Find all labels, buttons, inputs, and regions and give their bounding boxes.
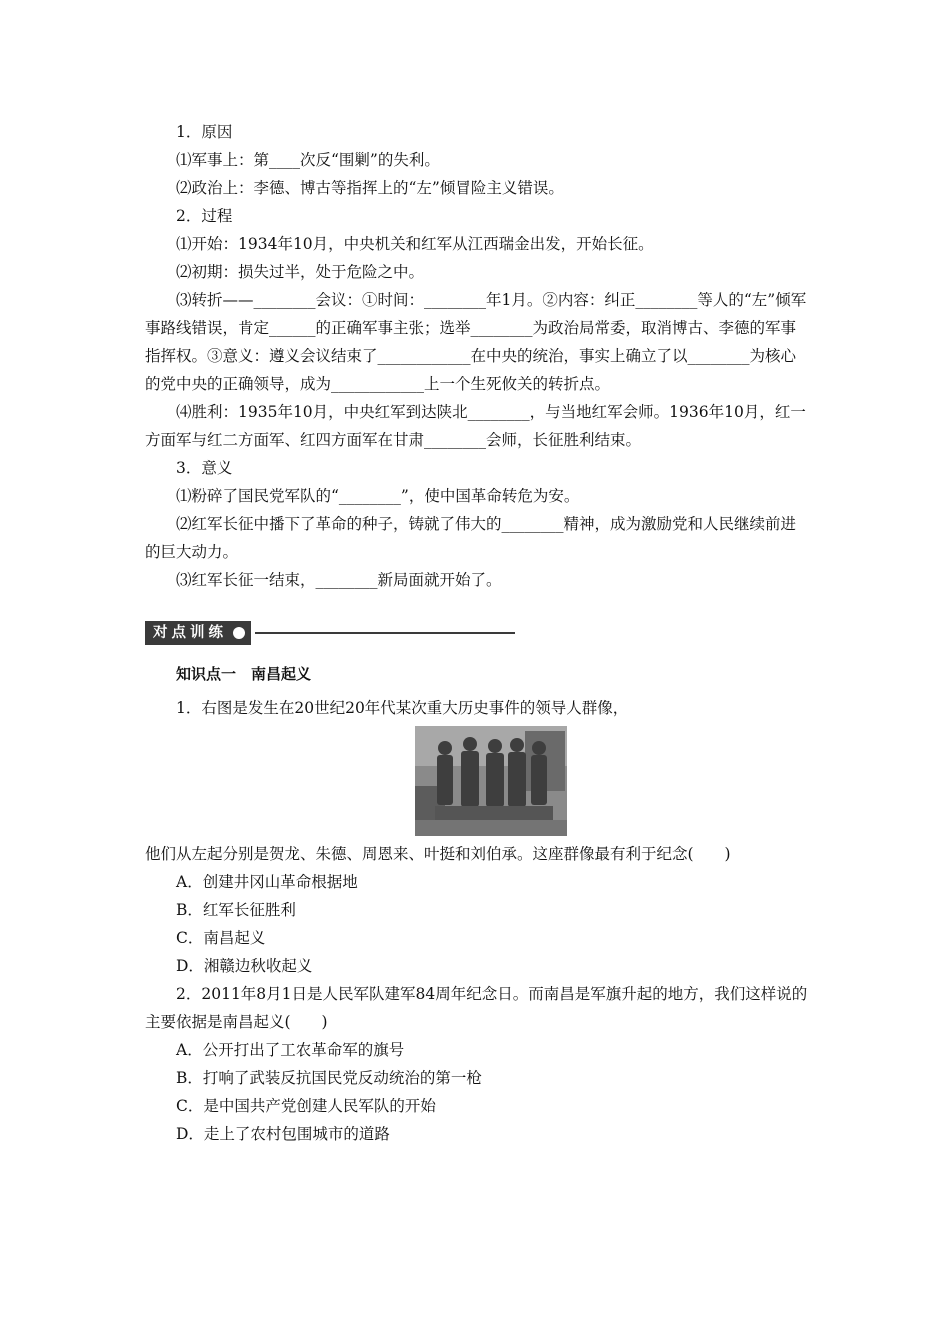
knowledge-point-title: 知识点一 南昌起义	[176, 665, 312, 683]
text-line: ⑴粉碎了国民党军队的“________”，使中国革命转危为安。	[176, 487, 580, 505]
option-c[interactable]: C．是中国共产党创建人民军队的开始	[176, 1097, 436, 1115]
section-heading: 3．意义	[176, 459, 233, 477]
text-line: ⑴开始：1934年10月，中央机关和红军从江西瑞金出发，开始长征。	[176, 235, 654, 253]
option-c[interactable]: C．南昌起义	[176, 929, 266, 947]
banner-label: 对点训练	[153, 625, 227, 641]
option-d[interactable]: D．走上了农村包围城市的道路	[176, 1125, 390, 1143]
option-b[interactable]: B．红军长征胜利	[176, 901, 296, 919]
section-banner	[145, 620, 810, 646]
text-paragraph: ⑵红军长征中播下了革命的种子，铸就了伟大的________精神，成为激励党和人民继续前进的巨大动力。	[145, 515, 797, 561]
banner-dot-icon	[233, 627, 245, 639]
text-paragraph: ⑶转折——________会议：①时间：________年1月。②内容：纠正________等人的“左”倾军事路线错误，肯定______的正确军事主张；选举________为政治局常委，取消博古、李德的军事指挥权。③意义：遵义会议结束了____________在中央的统治，事实上确立了以________为核心的党中央的正确领导，成为____________上一个生死攸关的转折点。	[145, 291, 807, 393]
question-stem: 1．右图是发生在20世纪20年代某次重大历史事件的领导人群像，	[176, 699, 629, 717]
statue-group-photo	[415, 726, 567, 836]
text-line: ⑵初期：损失过半，处于危险之中。	[176, 263, 425, 281]
question-stem: 2．2011年8月1日是人民军队建军84周年纪念日。而南昌是军旗升起的地方，我们这样说的主要依据是南昌起义( )	[145, 985, 808, 1031]
page-content	[145, 118, 810, 1148]
option-a[interactable]: A．创建井冈山革命根据地	[176, 873, 358, 891]
text-line: ⑴军事上：第____次反“围剿”的失利。	[176, 151, 440, 169]
section-heading: 2．过程	[176, 207, 233, 225]
text-line: ⑶红军长征一结束，________新局面就开始了。	[176, 571, 502, 589]
question-stem-continued: 他们从左起分别是贺龙、朱德、周恩来、叶挺和刘伯承。这座群像最有利于纪念( )	[145, 845, 731, 863]
section-heading: 1．原因	[176, 123, 233, 141]
option-b[interactable]: B．打响了武装反抗国民党反动统治的第一枪	[176, 1069, 482, 1087]
banner-box	[145, 621, 251, 645]
text-paragraph: ⑷胜利：1935年10月，中央红军到达陕北________，与当地红军会师。1936年10月，红一方面军与红二方面军、红四方面军在甘肃________会师，长征胜利结束。	[145, 403, 806, 449]
option-d[interactable]: D．湘赣边秋收起义	[176, 957, 313, 975]
option-a[interactable]: A．公开打出了工农革命军的旗号	[176, 1041, 405, 1059]
text-line: ⑵政治上：李德、博古等指挥上的“左”倾冒险主义错误。	[176, 179, 564, 197]
banner-rule	[255, 632, 515, 634]
